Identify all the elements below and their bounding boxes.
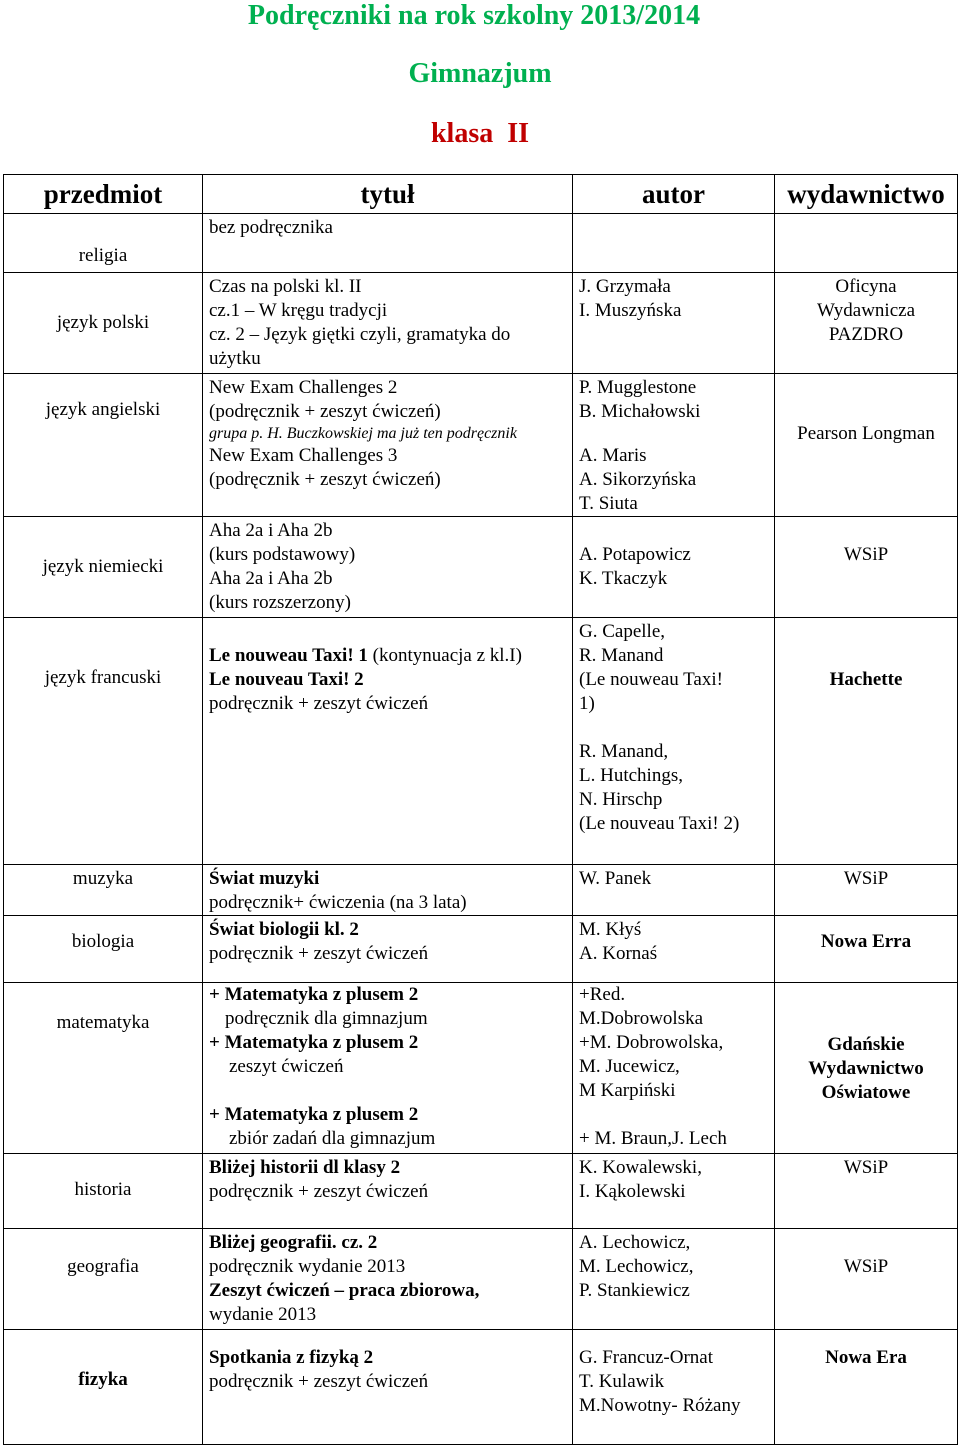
col-header-author: autor bbox=[573, 175, 775, 214]
subject-cell bbox=[4, 1229, 203, 1330]
publisher-cell bbox=[775, 865, 958, 916]
table-row-biologia bbox=[4, 916, 958, 983]
subject-name: historia bbox=[74, 1179, 132, 1200]
title-cell bbox=[203, 1330, 573, 1445]
subject-name: biologia bbox=[71, 931, 135, 952]
title-line: Świat muzyki bbox=[209, 868, 320, 889]
title-line: + Matematyka z plusem 2 bbox=[209, 984, 419, 1005]
title-line: Aha 2a i Aha 2b bbox=[209, 568, 333, 589]
subject-name: fizyka bbox=[78, 1369, 128, 1390]
subject-cell bbox=[4, 517, 203, 618]
author-line: J. Grzymała bbox=[579, 276, 671, 297]
publisher-line: Gdańskie bbox=[827, 1034, 905, 1055]
class-label: klasa II bbox=[430, 118, 530, 149]
publisher-cell bbox=[775, 1229, 958, 1330]
author-line: +Red. bbox=[579, 984, 626, 1005]
author-cell bbox=[573, 1229, 775, 1330]
title-line: podręcznik + zeszyt ćwiczeń bbox=[209, 1181, 429, 1202]
subject-cell bbox=[4, 374, 203, 517]
author-line: (Le nouveau Taxi! 2) bbox=[579, 813, 740, 834]
author-cell bbox=[573, 1154, 775, 1229]
author-line: (Le nouweau Taxi! bbox=[579, 669, 723, 690]
title-cell bbox=[203, 1154, 573, 1229]
table-row-historia bbox=[4, 1154, 958, 1229]
title-cell bbox=[203, 214, 573, 273]
publisher-cell bbox=[775, 618, 958, 865]
publisher-cell bbox=[775, 374, 958, 517]
title-line: (podręcznik + zeszyt ćwiczeń) bbox=[209, 401, 441, 422]
author-line: I. Muszyńska bbox=[579, 300, 682, 321]
table-row-polski bbox=[4, 273, 958, 374]
author-line: M. Kłyś bbox=[579, 919, 642, 940]
publisher-cell bbox=[775, 1330, 958, 1445]
publisher-cell bbox=[775, 214, 958, 273]
publisher-line: Hachette bbox=[829, 669, 903, 690]
title-cell bbox=[203, 374, 573, 517]
col-header-publisher: wydawnictwo bbox=[775, 175, 958, 214]
author-line: I. Kąkolewski bbox=[579, 1181, 686, 1202]
subject-cell bbox=[4, 618, 203, 865]
publisher-cell bbox=[775, 1154, 958, 1229]
title-line: podręcznik+ ćwiczenia (na 3 lata) bbox=[209, 892, 467, 913]
title-cell bbox=[203, 865, 573, 916]
author-line: T. Kulawik bbox=[579, 1371, 665, 1392]
author-line: G. Francuz-Ornat bbox=[579, 1347, 714, 1368]
author-line: 1) bbox=[579, 693, 595, 714]
title-line: Czas na polski kl. II bbox=[209, 276, 362, 297]
title-line: New Exam Challenges 2 bbox=[209, 377, 398, 398]
title-line: wydanie 2013 bbox=[209, 1304, 317, 1325]
title-line: (kurs podstawowy) bbox=[209, 544, 356, 565]
author-line: P. Stankiewicz bbox=[579, 1280, 690, 1301]
school-type: Gimnazjum bbox=[408, 58, 552, 89]
author-cell bbox=[573, 983, 775, 1154]
author-line: R. Manand, bbox=[579, 741, 669, 762]
author-line: B. Michałowski bbox=[579, 401, 701, 422]
publisher-line: Nowa Erra bbox=[820, 931, 912, 952]
publisher-line: WSiP bbox=[843, 1157, 889, 1178]
author-line: A. Maris bbox=[579, 445, 647, 466]
title-cell bbox=[203, 517, 573, 618]
title-line: cz. 2 – Język giętki czyli, gramatyka do bbox=[209, 324, 511, 345]
author-line: A. Kornaś bbox=[579, 943, 658, 964]
subject-name: język francuski bbox=[44, 667, 162, 688]
author-cell bbox=[573, 1330, 775, 1445]
col-header-title: tytuł bbox=[203, 175, 573, 214]
title-line: Zeszyt ćwiczeń – praca zbiorowa, bbox=[209, 1280, 480, 1301]
publisher-line: Oświatowe bbox=[821, 1082, 911, 1103]
title-line: podręcznik + zeszyt ćwiczeń bbox=[209, 943, 429, 964]
author-cell bbox=[573, 865, 775, 916]
title-line: (kurs rozszerzony) bbox=[209, 592, 351, 613]
publisher-line: Oficyna bbox=[835, 276, 897, 297]
author-cell bbox=[573, 214, 775, 273]
author-line: A. Potapowicz bbox=[579, 544, 691, 565]
table-header-row bbox=[4, 175, 958, 214]
author-cell bbox=[573, 517, 775, 618]
title-cell bbox=[203, 916, 573, 983]
title-line: + Matematyka z plusem 2 bbox=[209, 1104, 419, 1125]
title-cell bbox=[203, 1229, 573, 1330]
subject-name: matematyka bbox=[56, 1012, 150, 1033]
author-line: M. Jucewicz, bbox=[579, 1056, 680, 1077]
table-row-matematyka bbox=[4, 983, 958, 1154]
author-line: P. Mugglestone bbox=[579, 377, 697, 398]
author-line: M.Dobrowolska bbox=[579, 1008, 704, 1029]
author-cell bbox=[573, 916, 775, 983]
subject-cell bbox=[4, 1154, 203, 1229]
title-line: (podręcznik + zeszyt ćwiczeń) bbox=[209, 469, 441, 490]
title-line: bez podręcznika bbox=[209, 217, 333, 238]
title-line: Spotkania z fizyką 2 bbox=[209, 1347, 374, 1368]
subject-name: religia bbox=[78, 245, 128, 266]
title-line: podręcznik + zeszyt ćwiczeń bbox=[209, 1371, 429, 1392]
title-cell bbox=[203, 618, 573, 865]
author-line: M Karpiński bbox=[579, 1080, 676, 1101]
title-line: Le nouveau Taxi! 2 bbox=[209, 669, 364, 690]
table-row-francuski bbox=[4, 618, 958, 865]
author-line: K. Tkaczyk bbox=[579, 568, 668, 589]
author-cell bbox=[573, 618, 775, 865]
subject-cell bbox=[4, 865, 203, 916]
author-line: M. Lechowicz, bbox=[579, 1256, 694, 1277]
title-line: cz.1 – W kręgu tradycji bbox=[209, 300, 388, 321]
textbook-table bbox=[3, 174, 958, 1445]
author-line: + M. Braun,J. Lech bbox=[579, 1128, 727, 1149]
author-line: W. Panek bbox=[579, 868, 652, 889]
author-line: +M. Dobrowolska, bbox=[579, 1032, 724, 1053]
title-line: użytku bbox=[209, 348, 261, 369]
title-cell bbox=[203, 983, 573, 1154]
publisher-line: WSiP bbox=[843, 544, 889, 565]
col-header-subject: przedmiot bbox=[4, 175, 203, 214]
author-cell bbox=[573, 273, 775, 374]
title-line: podręcznik + zeszyt ćwiczeń bbox=[209, 693, 429, 714]
table-row-muzyka bbox=[4, 865, 958, 916]
page-title: Podręczniki na rok szkolny 2013/2014 bbox=[247, 0, 701, 31]
publisher-cell bbox=[775, 517, 958, 618]
subject-cell bbox=[4, 916, 203, 983]
title-line: Świat biologii kl. 2 bbox=[209, 919, 359, 940]
author-line: K. Kowalewski, bbox=[579, 1157, 702, 1178]
title-line: Bliżej historii dl klasy 2 bbox=[209, 1157, 401, 1178]
publisher-cell bbox=[775, 983, 958, 1154]
subject-name: język angielski bbox=[45, 399, 161, 420]
title-line: Bliżej geografii. cz. 2 bbox=[209, 1232, 378, 1253]
author-line: A. Lechowicz, bbox=[579, 1232, 691, 1253]
publisher-cell bbox=[775, 916, 958, 983]
table-row-religia bbox=[4, 214, 958, 273]
title-line: podręcznik dla gimnazjum bbox=[225, 1008, 428, 1029]
author-line: L. Hutchings, bbox=[579, 765, 683, 786]
subject-name: geografia bbox=[67, 1256, 139, 1277]
publisher-cell bbox=[775, 273, 958, 374]
subject-name: język polski bbox=[56, 312, 150, 333]
author-cell bbox=[573, 374, 775, 517]
table-row-geografia bbox=[4, 1229, 958, 1330]
author-line: R. Manand bbox=[579, 645, 664, 666]
publisher-line: Nowa Era bbox=[825, 1347, 907, 1368]
publisher-line: WSiP bbox=[843, 868, 889, 889]
title-line: podręcznik wydanie 2013 bbox=[209, 1256, 406, 1277]
title-line: + Matematyka z plusem 2 bbox=[209, 1032, 419, 1053]
publisher-line: Wydawnictwo bbox=[808, 1058, 924, 1079]
publisher-line: WSiP bbox=[843, 1256, 889, 1277]
title-cell bbox=[203, 273, 573, 374]
author-line: M.Nowotny- Różany bbox=[579, 1395, 741, 1416]
author-line: N. Hirschp bbox=[579, 789, 663, 810]
author-line: A. Sikorzyńska bbox=[579, 469, 697, 490]
publisher-line: PAZDRO bbox=[828, 324, 904, 345]
title-line: New Exam Challenges 3 bbox=[209, 445, 398, 466]
author-line: G. Capelle, bbox=[579, 621, 666, 642]
subject-cell bbox=[4, 214, 203, 273]
author-line: T. Siuta bbox=[579, 493, 638, 514]
table-row-niemiecki bbox=[4, 517, 958, 618]
subject-cell bbox=[4, 983, 203, 1154]
publisher-line: Wydawnicza bbox=[816, 300, 916, 321]
title-line: zeszyt ćwiczeń bbox=[229, 1056, 344, 1077]
title-line: zbiór zadań dla gimnazjum bbox=[229, 1128, 436, 1149]
table-row-angielski bbox=[4, 374, 958, 517]
subject-cell bbox=[4, 273, 203, 374]
title-line: Le nouweau Taxi! 1 bbox=[209, 645, 368, 666]
title-note: (kontynuacja z kl.I) bbox=[367, 645, 522, 666]
subject-cell bbox=[4, 1330, 203, 1445]
title-line: Aha 2a i Aha 2b bbox=[209, 520, 333, 541]
subject-name: język niemiecki bbox=[42, 556, 164, 577]
table-row-fizyka bbox=[4, 1330, 958, 1445]
subject-name: muzyka bbox=[72, 868, 134, 889]
title-note: grupa p. H. Buczkowskiej ma już ten podręcznik bbox=[209, 425, 517, 442]
publisher-line: Pearson Longman bbox=[797, 423, 935, 444]
